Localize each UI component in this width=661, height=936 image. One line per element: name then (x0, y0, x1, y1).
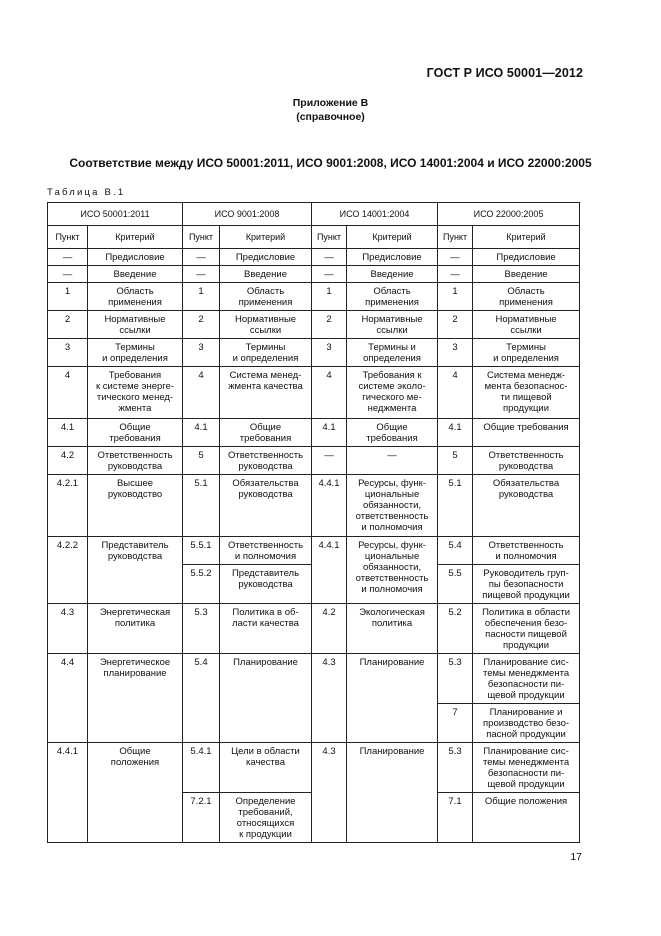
table-cell: 4.4.1 (312, 475, 347, 537)
correspondence-table (47, 202, 580, 843)
table-cell: 4.1 (312, 419, 347, 447)
table-cell: Планирование сис- темы менеджмента безопасности пи- щевой продукции (473, 743, 580, 793)
standard-header: ИСО 9001:2008 (183, 203, 312, 226)
table-row (48, 447, 580, 475)
table-cell: Термины и определения (88, 339, 183, 367)
table-cell: Требования к системе энерге- тического менед- жмента (88, 367, 183, 419)
table-row (48, 654, 580, 704)
table-cell: Планирование (347, 654, 438, 743)
table-cell: 4.2.1 (48, 475, 88, 537)
table-cell: — (312, 249, 347, 266)
table-cell: 4.2.2 (48, 537, 88, 604)
table-cell: Ответственность руководства (88, 447, 183, 475)
table-cell: Предисловие (220, 249, 312, 266)
table-cell: — (438, 266, 473, 283)
standard-header: ИСО 50001:2011 (48, 203, 183, 226)
table-cell: 5.4.1 (183, 743, 220, 793)
table-cell: Политика в области обеспечения безо- пасности пищевой продукции (473, 604, 580, 654)
table-cell: 2 (312, 311, 347, 339)
table-row (48, 283, 580, 311)
table-cell: 5.3 (438, 743, 473, 793)
column-header-row (48, 226, 580, 249)
table-cell: Обязательства руководства (473, 475, 580, 537)
table-row (48, 367, 580, 419)
table-cell: 4.3 (48, 604, 88, 654)
appendix-subtitle: (справочное) (296, 111, 365, 123)
table-cell: Предисловие (347, 249, 438, 266)
column-header-criterion: Критерий (88, 226, 183, 249)
table-cell: 5.3 (438, 654, 473, 704)
table-cell: 5.3 (183, 604, 220, 654)
table-cell: Общие положения (88, 743, 183, 843)
table-row (48, 419, 580, 447)
table-cell: Ответственность руководства (473, 447, 580, 475)
table-cell: 5.2 (438, 604, 473, 654)
table-cell: 4.1 (48, 419, 88, 447)
table-cell: 5 (438, 447, 473, 475)
column-header-criterion: Критерий (220, 226, 312, 249)
table-cell: 4.4 (48, 654, 88, 743)
table-cell: 3 (438, 339, 473, 367)
table-cell: Определение требований, относящихся к продукции (220, 793, 312, 843)
table-cell: Нормативные ссылки (220, 311, 312, 339)
table-cell: Система менед- жмента качества (220, 367, 312, 419)
table-cell: 4.1 (438, 419, 473, 447)
table-cell: Представитель руководства (220, 565, 312, 604)
table-cell: Предисловие (473, 249, 580, 266)
table-cell: — (312, 447, 347, 475)
table-cell: Ответственность и полномочия (220, 537, 312, 565)
table-cell: 5 (183, 447, 220, 475)
table-cell: 3 (312, 339, 347, 367)
table-cell: 4.2 (48, 447, 88, 475)
table-cell: Термины и определения (473, 339, 580, 367)
table-cell: Планирование (220, 654, 312, 743)
appendix-heading (0, 96, 661, 124)
table-cell: Руководитель груп- пы безопасности пищевой продукции (473, 565, 580, 604)
table-cell: 4.1 (183, 419, 220, 447)
table-cell: 2 (438, 311, 473, 339)
table-row (48, 475, 580, 537)
table-cell: 4 (312, 367, 347, 419)
table-cell: 2 (183, 311, 220, 339)
table-cell: Обязательства руководства (220, 475, 312, 537)
table-cell: Введение (347, 266, 438, 283)
table-cell: Нормативные ссылки (347, 311, 438, 339)
column-header-item: Пункт (312, 226, 347, 249)
table-cell: Энергетическая политика (88, 604, 183, 654)
column-header-criterion: Критерий (347, 226, 438, 249)
table-cell: Ресурсы, функ- циональные обязанности, ответственность и полномочия (347, 537, 438, 604)
table-cell: Цели в области качества (220, 743, 312, 793)
table-cell: Планирование сис- темы менеджмента безопасности пи- щевой продукции (473, 654, 580, 704)
table-cell: — (312, 266, 347, 283)
table-cell: Термины и определения (220, 339, 312, 367)
table-cell: Представитель руководства (88, 537, 183, 604)
table-cell: 4.4.1 (48, 743, 88, 843)
table-row (48, 743, 580, 793)
table-cell: Планирование (347, 743, 438, 843)
table-row (48, 311, 580, 339)
table-cell: 7.1 (438, 793, 473, 843)
table-cell: Область применения (88, 283, 183, 311)
table-cell: Общие требования (220, 419, 312, 447)
table-row (48, 604, 580, 654)
table-cell: Ресурсы, функ- циональные обязанности, ответственность и полномочия (347, 475, 438, 537)
table-cell: — (347, 447, 438, 475)
table-cell: 4 (48, 367, 88, 419)
table-cell: Введение (88, 266, 183, 283)
standard-header: ИСО 14001:2004 (312, 203, 438, 226)
table-cell: Общие требования (88, 419, 183, 447)
table-cell: Политика в об- ласти качества (220, 604, 312, 654)
table-cell: Нормативные ссылки (473, 311, 580, 339)
table-cell: Введение (473, 266, 580, 283)
table-cell: Энергетическое планирование (88, 654, 183, 743)
table-cell: 4 (438, 367, 473, 419)
table-cell: Высшее руководство (88, 475, 183, 537)
table-caption: Таблица В.1 (47, 187, 126, 198)
table-cell: Нормативные ссылки (88, 311, 183, 339)
table-cell: Общие положения (473, 793, 580, 843)
table-cell: Область применения (473, 283, 580, 311)
table-cell: 3 (183, 339, 220, 367)
table-cell: Область применения (347, 283, 438, 311)
table-cell: — (183, 249, 220, 266)
table-cell: Ответственность руководства (220, 447, 312, 475)
table-cell: Ответственность и полномочия (473, 537, 580, 565)
column-header-criterion: Критерий (473, 226, 580, 249)
standard-header: ИСО 22000:2005 (438, 203, 580, 226)
table-cell: Требования к системе эколо- гического ме- неджмента (347, 367, 438, 419)
table-cell: 4 (183, 367, 220, 419)
standards-header-row (48, 203, 580, 226)
table-cell: Система менедж- мента безопаснос- ти пищевой продукции (473, 367, 580, 419)
table-cell: — (48, 249, 88, 266)
table-cell: 5.5 (438, 565, 473, 604)
table-row (48, 266, 580, 283)
table-row (48, 339, 580, 367)
table-cell: 7 (438, 704, 473, 743)
table-cell: 4.3 (312, 743, 347, 843)
table-cell: — (438, 249, 473, 266)
column-header-item: Пункт (438, 226, 473, 249)
table-cell: Общие требования (473, 419, 580, 447)
table-cell: 5.5.2 (183, 565, 220, 604)
table-row (48, 537, 580, 565)
table-cell: Общие требования (347, 419, 438, 447)
table-cell: — (183, 266, 220, 283)
section-title: Соответствие между ИСО 50001:2011, ИСО 9001:2008, ИСО 14001:2004 и ИСО 22000:2005 (69, 156, 592, 170)
table-cell: Термины и определения (347, 339, 438, 367)
table-cell: 1 (312, 283, 347, 311)
table-cell: — (48, 266, 88, 283)
table-cell: 5.1 (183, 475, 220, 537)
table-cell: Область применения (220, 283, 312, 311)
table-cell: 4.3 (312, 654, 347, 743)
table-cell: 1 (438, 283, 473, 311)
table-cell: 3 (48, 339, 88, 367)
table-cell: 4.2 (312, 604, 347, 654)
document-code: ГОСТ Р ИСО 50001—2012 (426, 66, 583, 80)
table-cell: 2 (48, 311, 88, 339)
table-cell: 1 (183, 283, 220, 311)
table-cell: 4.4.1 (312, 537, 347, 604)
table-cell: 1 (48, 283, 88, 311)
table-cell: Экологическая политика (347, 604, 438, 654)
table-body (48, 249, 580, 843)
table-cell: 7.2.1 (183, 793, 220, 843)
appendix-title: Приложение В (292, 97, 369, 109)
table-cell: 5.5.1 (183, 537, 220, 565)
column-header-item: Пункт (183, 226, 220, 249)
column-header-item: Пункт (48, 226, 88, 249)
page-number: 17 (570, 851, 582, 863)
table-row (48, 249, 580, 266)
table-cell: Предисловие (88, 249, 183, 266)
table-cell: 5.4 (438, 537, 473, 565)
table-cell: 5.1 (438, 475, 473, 537)
table-cell: 5.4 (183, 654, 220, 743)
table-cell: Введение (220, 266, 312, 283)
table-cell: Планирование и производство безо- пасной продукции (473, 704, 580, 743)
